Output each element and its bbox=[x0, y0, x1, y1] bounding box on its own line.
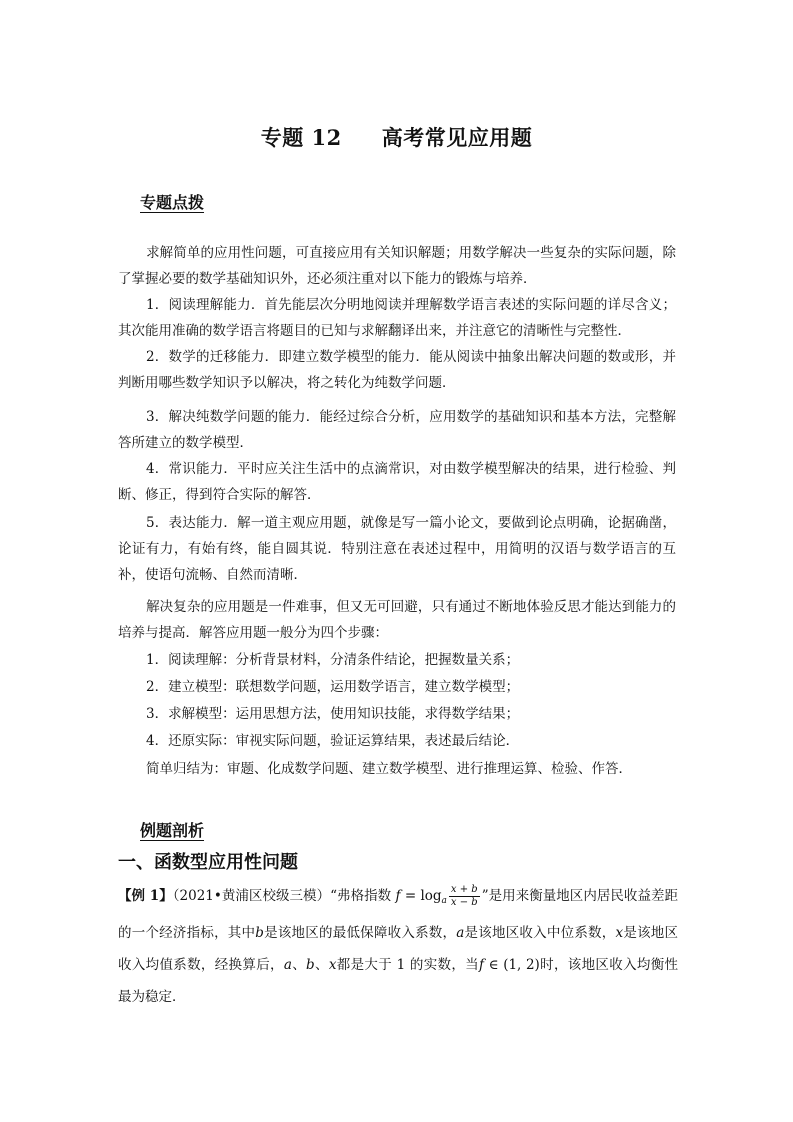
page-title bbox=[0, 122, 793, 152]
paragraph-step-1: 1．阅读理解：分析背景材料，分清条件结论，把握数量关系； bbox=[146, 652, 520, 668]
paragraph-step-3: 3．求解模型：运用思想方法，使用知识技能，求得数学结果； bbox=[146, 706, 520, 722]
section-heading-examples: 例题剖析 bbox=[140, 821, 205, 840]
paragraph-ability-5: 5．表达能力．解一道主观应用题，就像是写一篇小论文，要做到论点明确，论据确凿，论证有力，有始有终，能自圆其说．特别注意在表述过程中，用简明的汉语与数学语言的互补，使语句流畅、自然而清晰． bbox=[118, 515, 676, 583]
example-source: （2021•黄浦区校级三模） bbox=[172, 888, 331, 904]
paragraph-steps-intro: 解决复杂的应用题是一件难事，但又无可回避，只有通过不断地体验反思才能达到能力的培养与提高．解答应用题一般分为四个步骤： bbox=[118, 599, 676, 641]
paragraph-ability-4: 4．常识能力．平时应关注生活中的点滴常识，对由数学模型解决的结果，进行检验、判断、修正，得到符合实际的解答． bbox=[118, 461, 676, 503]
paragraph-ability-3: 3．解决纯数学问题的能力．能经过综合分析，应用数学的基础知识和基本方法，完整解答所建立的数学模型． bbox=[118, 409, 676, 451]
example-1: 【例 1】（2021•黄浦区校级三模）“弗格指数 $f = \log_a$ $\frac{x + b}{x - b}$ ”是用来衡量地区内居民收益差距的一个经济指标，其中b是该地区的最低保障收入系数，a是该地区收入中位系数，x是该地区收入均值系数，经换算后，a、b、x都是大于 1 的实数，当f ∈ (1, 2)时，该地区收入均衡性最为稳定． bbox=[118, 884, 679, 1005]
paragraph-summary: 简单归结为：审题、化成数学问题、建立数学模型、进行推理运算、检验、作答． bbox=[146, 761, 632, 777]
paragraph-step-2: 2．建立模型：联想数学问题，运用数学语言，建立数学模型； bbox=[146, 679, 520, 695]
title-topic-name: 高考常见应用题 bbox=[381, 125, 533, 150]
title-topic-number: 专题 12 bbox=[260, 125, 342, 150]
paragraph-intro: 求解简单的应用性问题，可直接应用有关知识解题；用数学解决一些复杂的实际问题，除了掌握必要的数学基础知识外，还必须注重对以下能力的锻炼与培养． bbox=[118, 245, 676, 287]
example-label: 【例 1】 bbox=[118, 888, 173, 904]
paragraph-step-4: 4．还原实际：审视实际问题，验证运算结果，表述最后结论． bbox=[146, 733, 520, 749]
section-heading-tips: 专题点拨 bbox=[140, 193, 205, 212]
fraction: $\frac{x + b}{x - b}$ bbox=[450, 884, 478, 908]
paragraph-ability-2: 2．数学的迁移能力．即建立数学模型的能力．能从阅读中抽象出解决问题的数或形，并判断用哪些数学知识予以解决，将之转化为纯数学问题． bbox=[118, 349, 676, 391]
paragraph-ability-1: 1．阅读理解能力．首先能层次分明地阅读并理解数学语言表述的实际问题的详尽含义；其次能用准确的数学语言将题目的已知与求解翻译出来，并注意它的清晰性与完整性． bbox=[118, 297, 676, 339]
subheading-function-problems: 一、函数型应用性问题 bbox=[118, 852, 298, 873]
